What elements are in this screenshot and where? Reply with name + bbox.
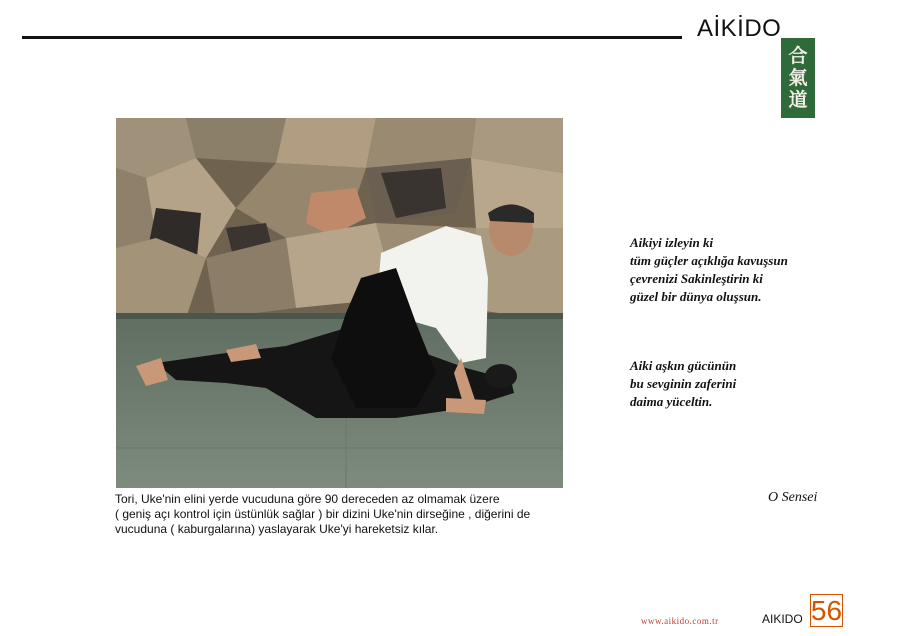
poem-line: Aikiyi izleyin ki xyxy=(630,235,714,250)
poem-signature: O Sensei xyxy=(768,490,818,505)
footer-label: AIKIDO xyxy=(762,612,803,626)
poem-line: güzel bir dünya oluşsun. xyxy=(630,289,762,304)
aikido-seal-logo xyxy=(781,38,815,118)
caption-line: Tori, Uke'nin elini yerde vucuduna göre 90 dereceden az olmamak üzere xyxy=(115,492,500,506)
header-rule xyxy=(22,36,682,39)
poem-line: tüm güçler açıklığa kavuşsun xyxy=(630,253,788,268)
page-number: 56 xyxy=(810,594,843,626)
technique-photo xyxy=(116,118,563,488)
poem-line: çevrenizi Sakinleştirin ki xyxy=(630,271,763,286)
footer-website-url: www.aikido.com.tr xyxy=(641,616,719,626)
seal-glyph: 道 xyxy=(788,89,808,111)
poem-stanza-2 xyxy=(630,357,736,411)
poem-line: bu sevginin zaferini xyxy=(630,376,737,391)
caption-line: vucuduna ( kaburgalarına) yaslayarak Uke'yi hareketsiz kılar. xyxy=(115,522,439,536)
poem-line: Aiki aşkın gücünün xyxy=(630,358,737,373)
poem-line: daima yüceltin. xyxy=(630,394,713,409)
seal-glyph: 氣 xyxy=(788,67,808,89)
caption-line: ( geniş açı kontrol için üstünlük sağlar ) bir dizini Uke'nin dirseğine , diğerini de xyxy=(115,507,531,521)
photo-caption xyxy=(115,492,585,537)
technique-photo-illustration xyxy=(116,118,563,488)
page-header-title: AİKİDO xyxy=(697,15,782,42)
seal-glyph: 合 xyxy=(788,45,808,67)
poem-stanza-1 xyxy=(630,234,788,306)
